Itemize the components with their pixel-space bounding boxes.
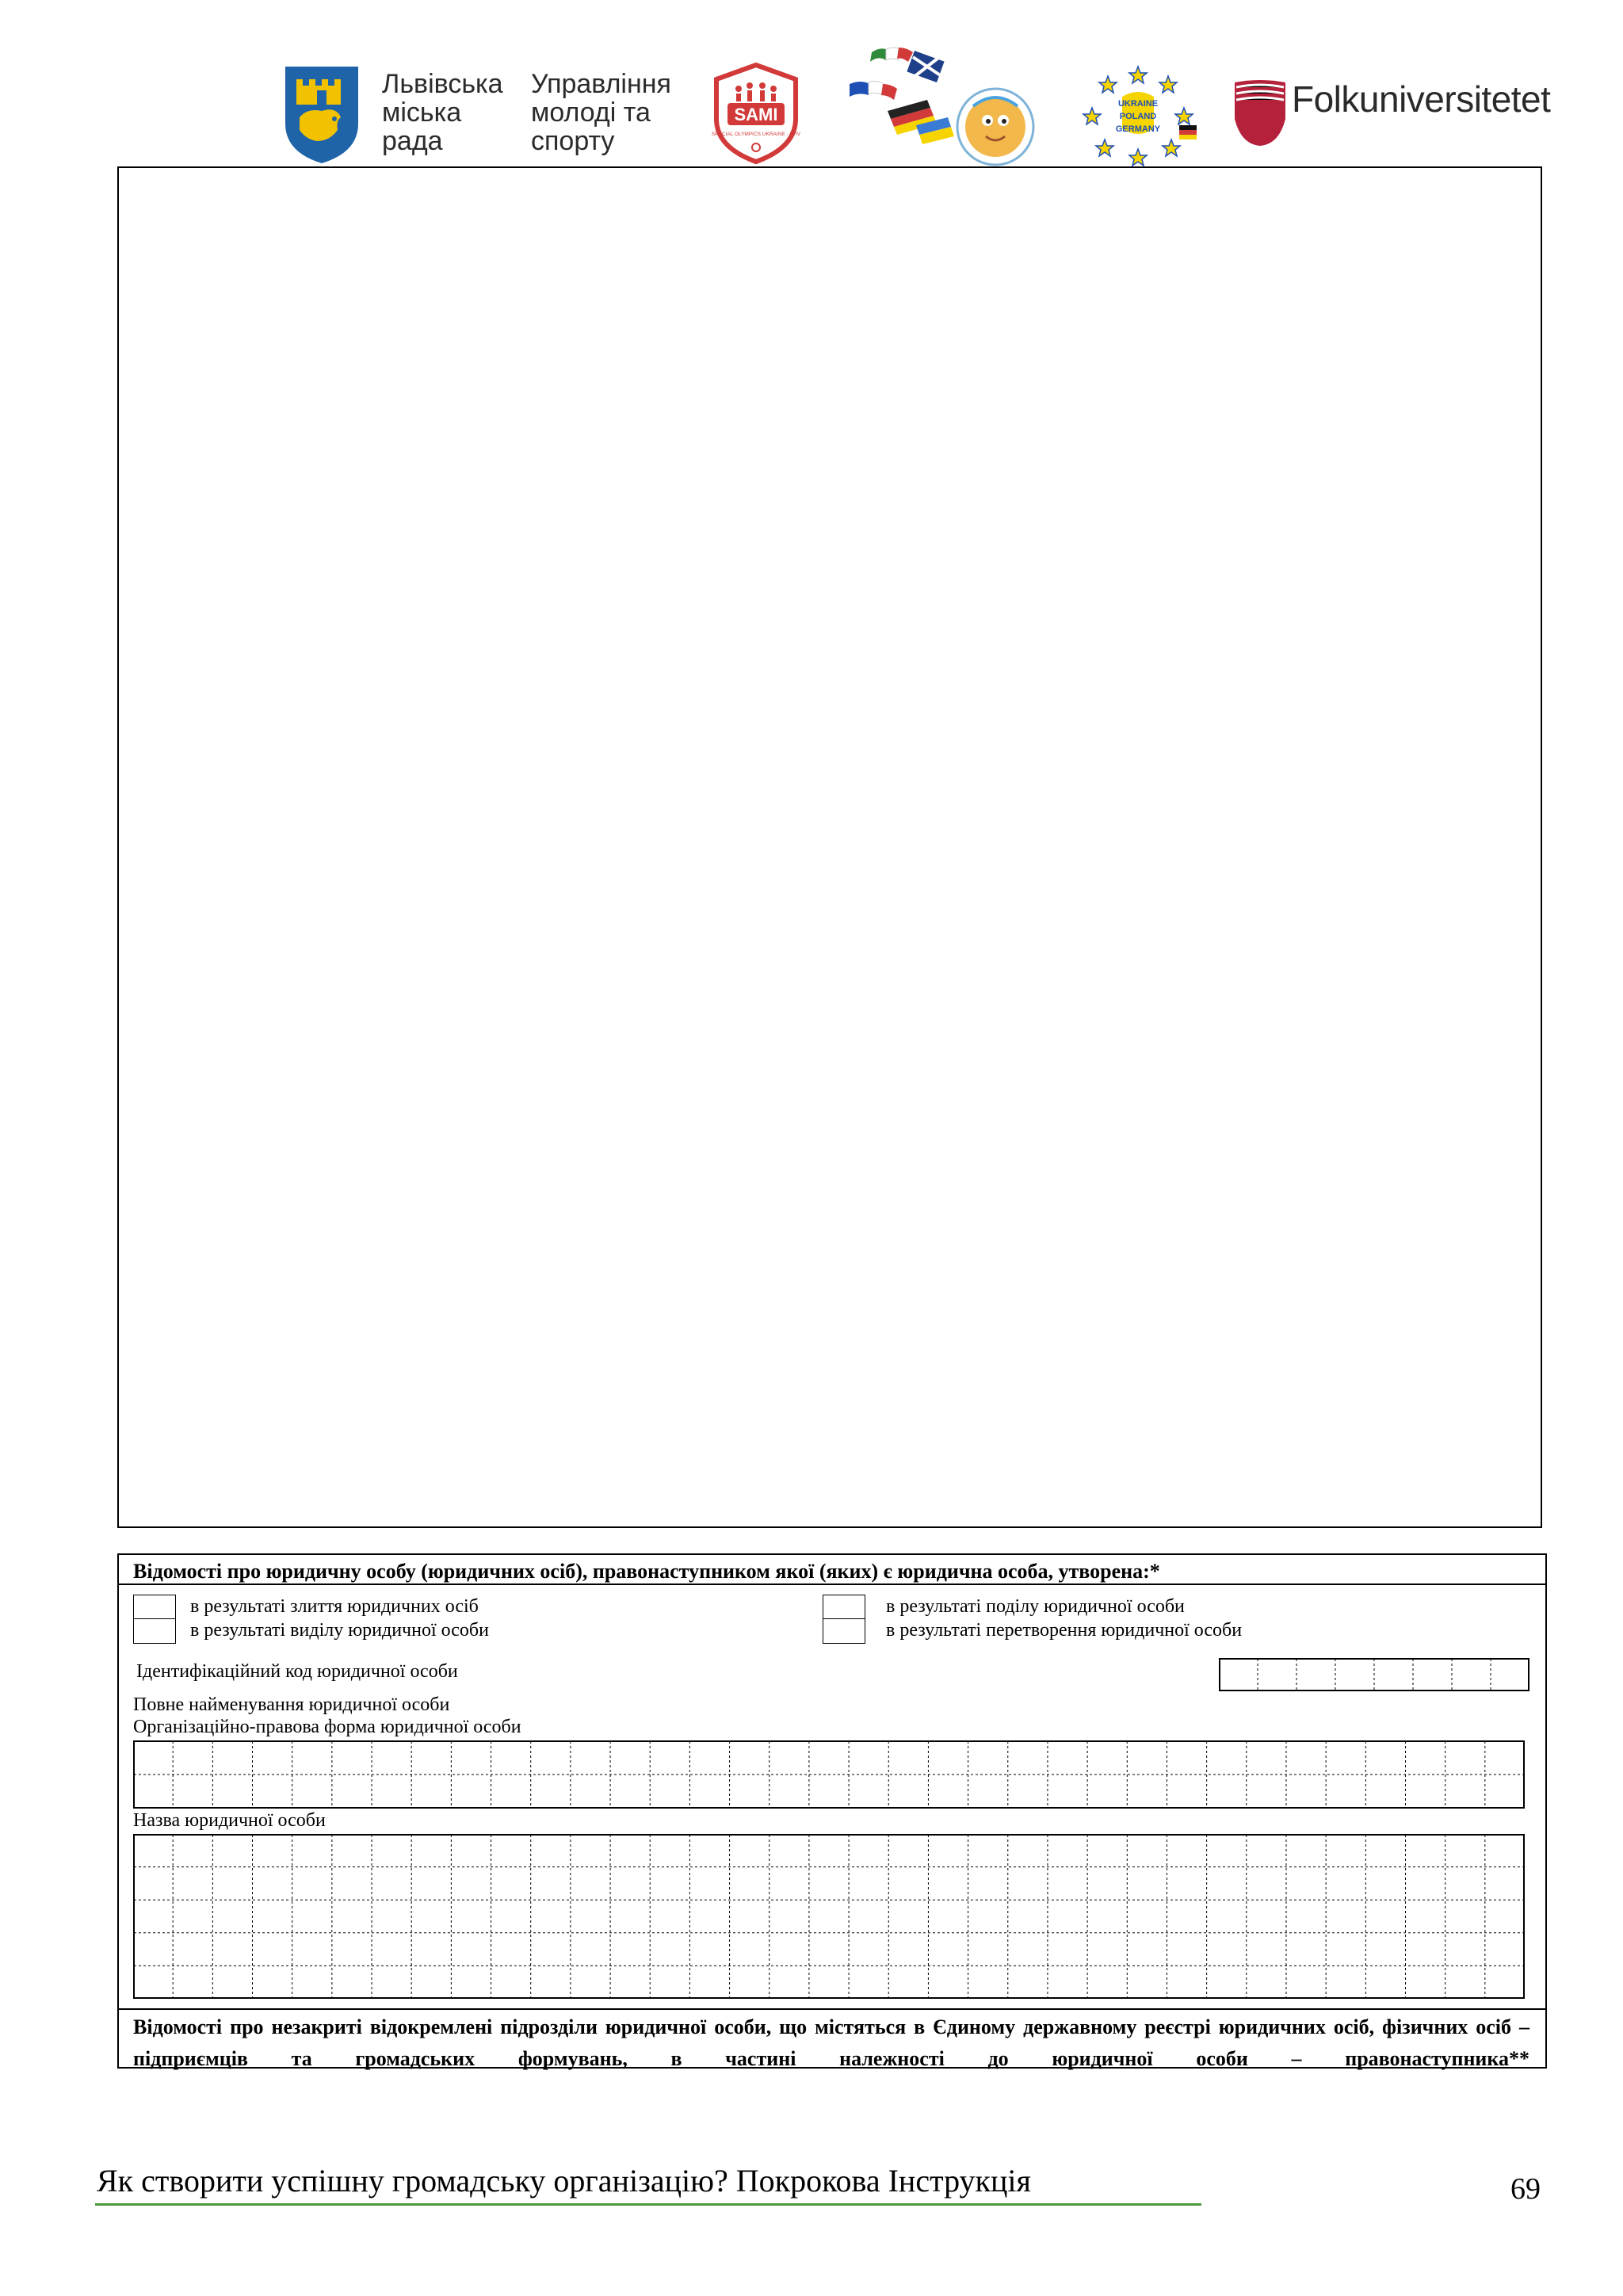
youth-sport-dept-text: Управління молоді та спорту: [531, 69, 671, 156]
full-name-label: Повне найменування юридичної особи: [133, 1694, 450, 1715]
division-checkbox[interactable]: [823, 1595, 865, 1620]
header-logos: [0, 0, 1623, 166]
name-label: Назва юридичної особи: [133, 1810, 326, 1831]
lviv-coat-of-arms-logo: [282, 63, 361, 166]
section-divider: [119, 1584, 1545, 1585]
footer-rule: [95, 2203, 1201, 2206]
legal-form-label: Організаційно-правова форма юридичної особи: [133, 1717, 521, 1737]
lviv-council-text: Львівська міська рада: [382, 69, 503, 156]
svg-text:SAMI: SAMI: [734, 105, 778, 124]
legal-form-input-grid[interactable]: [133, 1740, 1525, 1809]
page-number: 69: [1510, 2172, 1541, 2206]
sami-special-olympics-logo: [710, 62, 802, 165]
svg-text:GERMANY: GERMANY: [1115, 124, 1161, 134]
section-divider-2: [119, 2008, 1545, 2010]
transformation-label: в результаті перетворення юридичної особи: [886, 1620, 1243, 1641]
merger-checkbox[interactable]: [133, 1595, 176, 1620]
id-code-label: Ідентифікаційний код юридичної особи: [136, 1661, 458, 1682]
branches-info-text: Відомості про незакриті відокремлені підрозділи юридичної особи, що містяться в Єдиному державному реєстрі юридичних осіб, фізичних осіб – підприємців та громадських формувань, в частині належності до юридичної особи – правонаступника**: [133, 2015, 1529, 2070]
name-input-grid[interactable]: [133, 1834, 1525, 1999]
folkuniversitetet-wordmark: Folkuniversitetet: [1292, 78, 1551, 120]
section-title: Відомості про юридичну особу (юридичних осіб), правонаступником якої (яких) є юридична особа, утворена:*: [133, 1560, 1160, 1583]
footer-title: Як створити успішну громадську організацію? Покрокова Інструкція: [97, 2163, 1031, 2199]
split-off-label: в результаті виділу юридичної особи: [190, 1620, 489, 1641]
legal-successor-section: [117, 1553, 1547, 2069]
transformation-checkbox[interactable]: [823, 1618, 865, 1644]
division-label: в результаті поділу юридичної особи: [886, 1596, 1185, 1617]
id-code-input-grid[interactable]: [1219, 1658, 1529, 1691]
folkuniversitetet-emblem-icon: [1233, 79, 1287, 146]
merger-label: в результаті злиття юридичних осіб: [190, 1596, 479, 1617]
split-off-checkbox[interactable]: [133, 1618, 176, 1644]
svg-text:UKRAINE: UKRAINE: [1117, 99, 1159, 109]
flags-globe-mascot-logo: [840, 38, 1062, 173]
svg-text:SPECIAL OLYMPICS UKRAINE - LVI: SPECIAL OLYMPICS UKRAINE - LVIV: [711, 132, 801, 137]
blank-form-frame: [117, 166, 1542, 1528]
ukraine-poland-germany-logo: [1075, 62, 1201, 170]
svg-text:POLAND: POLAND: [1119, 112, 1157, 121]
